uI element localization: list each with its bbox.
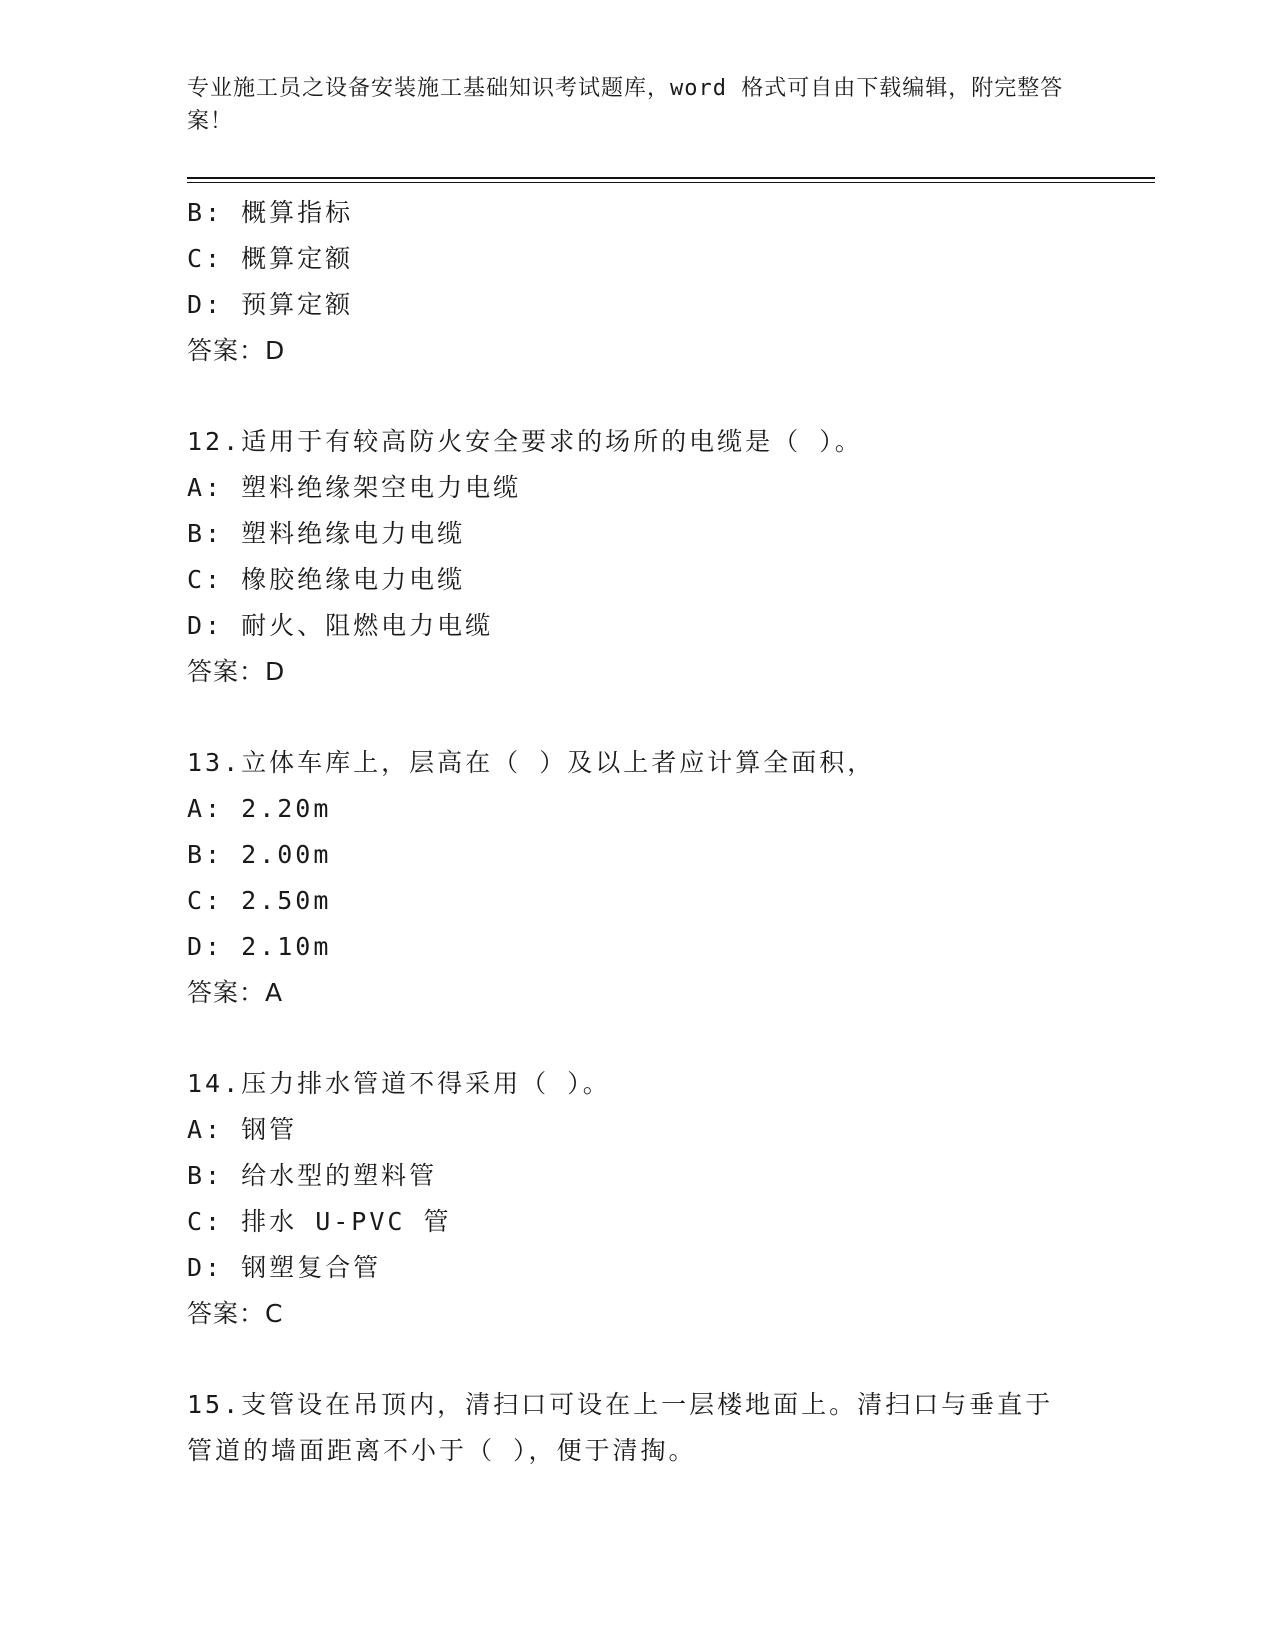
answer: 答案：D [187,336,286,365]
answer: 答案：C [187,1299,284,1328]
document-header [187,72,1067,138]
option-d: D: 耐火、阻燃电力电缆 [187,611,494,640]
spacer [187,695,1087,740]
option-a: A: 2.20m [187,794,332,823]
option-c: C: 2.50m [187,886,332,915]
question-12 [187,419,1087,695]
option-c: C: 橡胶绝缘电力电缆 [187,565,466,594]
question-15 [187,1382,1087,1474]
option-b: B: 概算指标 [187,198,354,227]
question-text-line-2: 管道的墙面距离不小于（ ），便于清掏。 [187,1436,697,1465]
spacer [187,1016,1087,1061]
question-text: 12.适用于有较高防火安全要求的场所的电缆是（ ）。 [187,427,863,456]
header-rule-thick [187,177,1155,179]
question-list [187,190,1087,1474]
question-11 [187,190,1087,374]
question-text: 13.立体车库上，层高在（ ）及以上者应计算全面积， [187,748,876,777]
option-d: D: 2.10m [187,932,332,961]
header-rule-thin [187,182,1155,183]
option-d: D: 钢塑复合管 [187,1253,382,1282]
option-b: B: 塑料绝缘电力电缆 [187,519,466,548]
answer: 答案：D [187,657,286,686]
option-a: A: 塑料绝缘架空电力电缆 [187,473,522,502]
spacer [187,1337,1087,1382]
option-b: B: 2.00m [187,840,332,869]
option-d: D: 预算定额 [187,290,354,319]
option-b: B: 给水型的塑料管 [187,1161,438,1190]
question-13 [187,740,1087,1016]
question-text-line-1: 15.支管设在吊顶内，清扫口可设在上一层楼地面上。清扫口与垂直于 [187,1390,1054,1419]
option-c: C: 排水 U-PVC 管 [187,1207,452,1236]
question-text: 14.压力排水管道不得采用（ ）。 [187,1069,611,1098]
answer: 答案：A [187,978,284,1007]
option-c: C: 概算定额 [187,244,354,273]
option-a: A: 钢管 [187,1115,298,1144]
header-text: 专业施工员之设备安装施工基础知识考试题库，word 格式可自由下载编辑，附完整答案！ [187,76,1064,134]
question-14 [187,1061,1087,1337]
spacer [187,374,1087,419]
